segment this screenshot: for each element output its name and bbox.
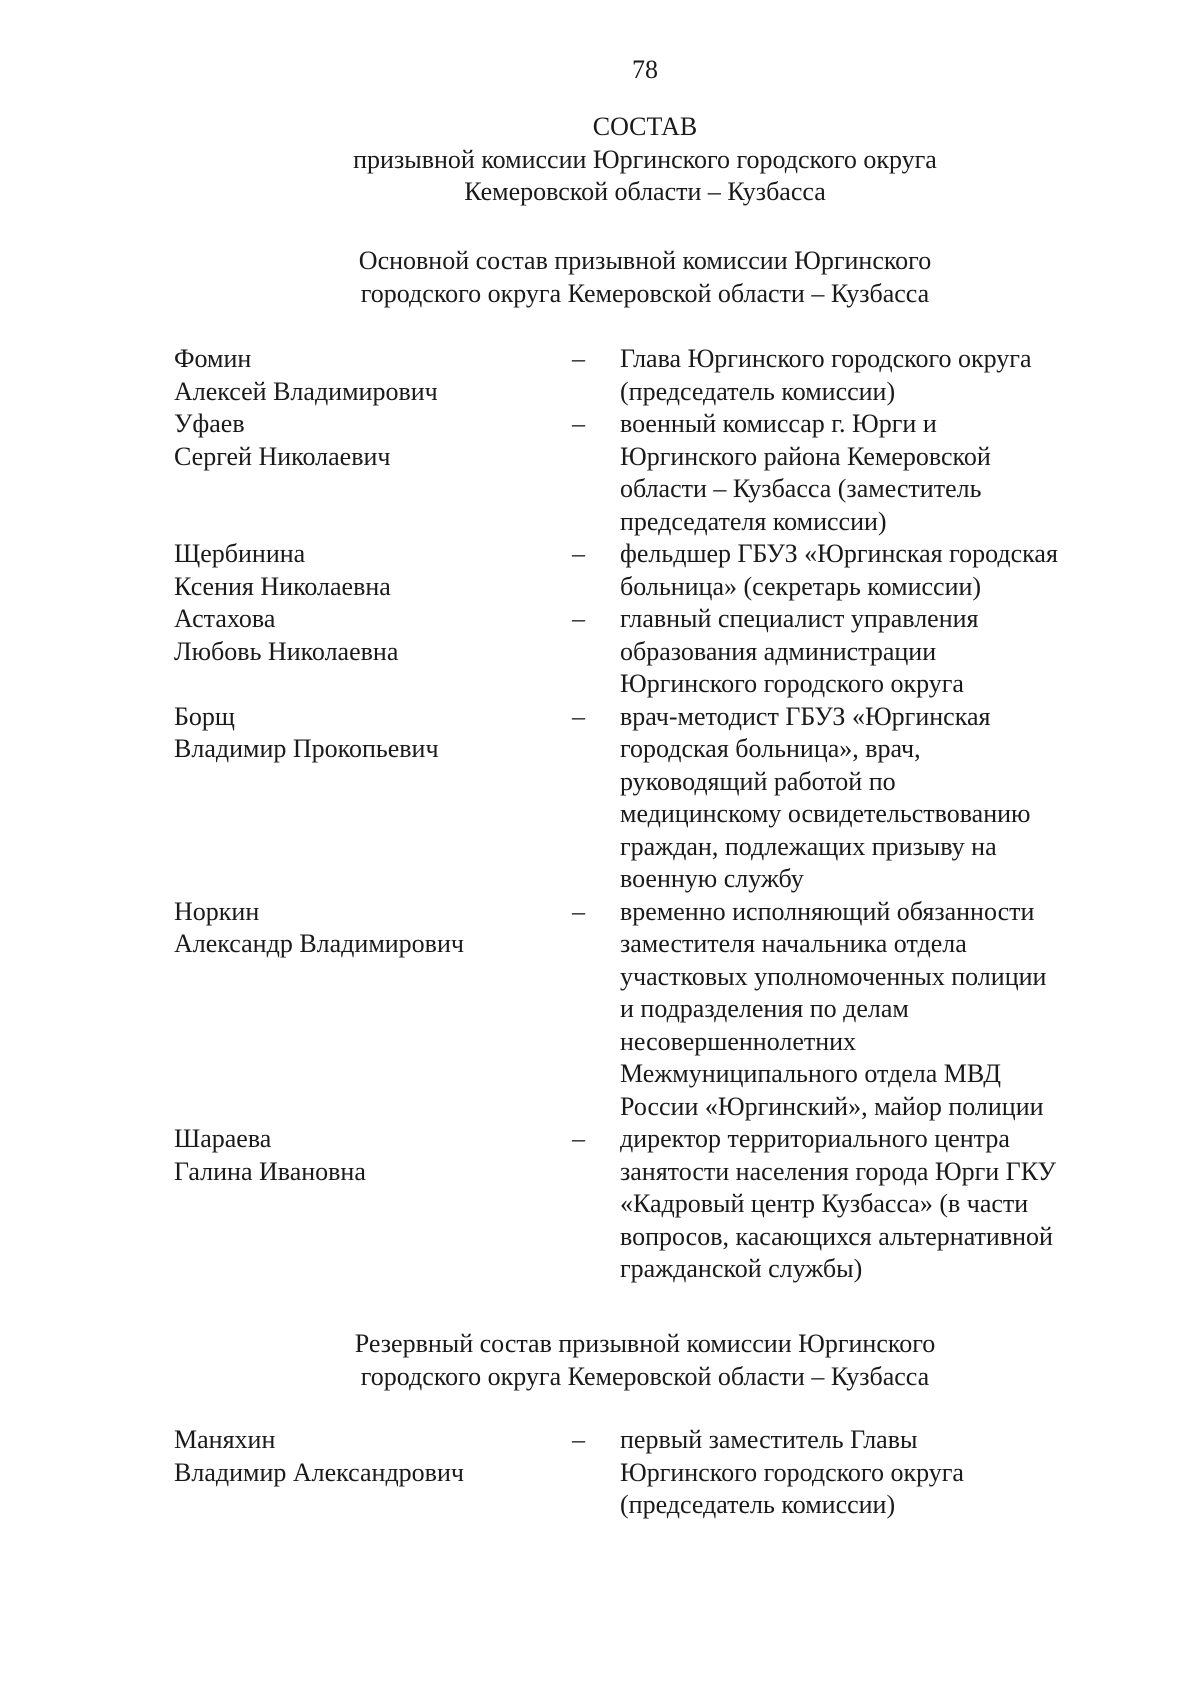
- member-role-line: «Кадровый центр Кузбасса» (в части: [620, 1189, 1029, 1218]
- dash-separator: –: [572, 604, 585, 633]
- member-role-line: первый заместитель Главы: [620, 1425, 918, 1454]
- member-role-line: образования администрации: [620, 636, 937, 666]
- title-line: призывной комиссии Юргинского городского округа: [353, 144, 937, 174]
- member-role: [620, 343, 1120, 408]
- member-role: [620, 1424, 1120, 1522]
- member-role-line: руководящий работой по: [620, 766, 896, 796]
- member-role-line: Юргинского городского округа: [620, 669, 964, 698]
- member-given-names: Ксения Николаевна: [174, 571, 391, 601]
- member-role-line: заместителя начальника отдела: [620, 929, 967, 958]
- member-name: [174, 538, 572, 603]
- main-members-list: [174, 343, 1184, 1286]
- member-role-line: России «Юргинский», майор полиции: [620, 1091, 1044, 1121]
- member-name: [174, 408, 572, 473]
- member-role-line: Глава Юргинского городского округа: [620, 344, 1032, 373]
- member-role: [620, 701, 1120, 896]
- document-title: [0, 111, 1200, 209]
- member-role-line: фельдшер ГБУЗ «Юргинская городская: [620, 539, 1058, 568]
- title-line: Кемеровской области – Кузбасса: [464, 177, 826, 206]
- main-section-heading: [0, 245, 1200, 310]
- member-role: [620, 1123, 1120, 1286]
- member-role-line: Юргинского района Кемеровской: [620, 441, 991, 471]
- section-heading-line: городского округа Кемеровской области – Кузбасса: [360, 278, 930, 308]
- member-role-line: главный специалист управления: [620, 604, 979, 633]
- member-role-line: директор территориального центра: [620, 1124, 1010, 1153]
- member-role-line: участковых уполномоченных полиции: [620, 961, 1047, 991]
- section-heading-line: городского округа Кемеровской области – Кузбасса: [360, 1361, 930, 1391]
- member-role-line: медицинскому освидетельствованию: [620, 799, 1031, 828]
- member-name: [174, 603, 572, 668]
- reserve-members-list: [174, 1424, 1184, 1522]
- member-role-line: больница» (секретарь комиссии): [620, 571, 982, 601]
- member-given-names: Галина Ивановна: [174, 1156, 366, 1186]
- reserve-section-heading: [0, 1328, 1200, 1393]
- member-row: [174, 603, 1184, 701]
- dash-separator: –: [572, 1124, 585, 1153]
- member-surname: Астахова: [174, 604, 276, 633]
- member-role-line: области – Кузбасса (заместитель: [620, 474, 982, 503]
- member-row: [174, 1424, 1184, 1522]
- member-surname: Маняхин: [174, 1425, 276, 1454]
- member-surname: Уфаев: [174, 409, 245, 438]
- dash-separator: –: [572, 344, 585, 373]
- member-surname: Щербинина: [174, 539, 306, 568]
- title-line: СОСТАВ: [592, 112, 698, 141]
- member-surname: Борщ: [174, 701, 235, 731]
- member-role: [620, 603, 1120, 701]
- dash-separator: –: [572, 896, 585, 926]
- member-role-line: Юргинского городского округа: [620, 1457, 964, 1487]
- section-heading-line: Основной состав призывной комиссии Юргинского: [358, 246, 932, 275]
- member-role-line: занятости населения города Юрги ГКУ: [620, 1156, 1056, 1186]
- member-role-line: Межмуниципального отдела МВД: [620, 1059, 1001, 1088]
- member-given-names: Александр Владимирович: [174, 929, 464, 958]
- member-role-line: и подразделения по делам: [620, 994, 909, 1023]
- member-role-line: граждан, подлежащих призыву на: [620, 831, 997, 861]
- member-row: [174, 896, 1184, 1124]
- member-role: [620, 896, 1120, 1124]
- member-surname: Шараева: [174, 1124, 272, 1153]
- member-role: [620, 538, 1120, 603]
- member-surname: Норкин: [174, 896, 260, 926]
- member-name: [174, 896, 572, 961]
- member-role-line: городская больница», врач,: [620, 734, 921, 763]
- member-role-line: временно исполняющий обязанности: [620, 896, 1035, 926]
- member-given-names: Владимир Прокопьевич: [174, 734, 439, 763]
- member-row: [174, 1123, 1184, 1286]
- member-given-names: Любовь Николаевна: [174, 636, 399, 666]
- member-role-line: врач-методист ГБУЗ «Юргинская: [620, 701, 991, 731]
- member-role-line: председателя комиссии): [620, 506, 887, 536]
- member-row: [174, 408, 1184, 538]
- member-name: [174, 1424, 572, 1489]
- member-row: [174, 343, 1184, 408]
- member-role-line: военный комиссар г. Юрги и: [620, 409, 937, 438]
- member-role-line: (председатель комиссии): [620, 376, 896, 406]
- member-role-line: военную службу: [620, 864, 804, 893]
- dash-separator: –: [572, 409, 585, 438]
- member-role-line: гражданской службы): [620, 1254, 863, 1283]
- member-row: [174, 538, 1184, 603]
- member-row: [174, 701, 1184, 896]
- member-role-line: несовершеннолетних: [620, 1026, 857, 1056]
- member-name: [174, 701, 572, 766]
- section-heading-line: Резервный состав призывной комиссии Юргинского: [354, 1329, 936, 1358]
- member-role-line: (председатель комиссии): [620, 1490, 896, 1519]
- member-given-names: Владимир Александрович: [174, 1457, 464, 1487]
- member-given-names: Алексей Владимирович: [174, 376, 438, 406]
- member-role: [620, 408, 1120, 538]
- member-given-names: Сергей Николаевич: [174, 441, 391, 471]
- page-number: 78: [632, 55, 658, 84]
- member-surname: Фомин: [174, 344, 252, 373]
- member-name: [174, 343, 572, 408]
- dash-separator: –: [572, 701, 585, 731]
- member-name: [174, 1123, 572, 1188]
- dash-separator: –: [572, 1425, 585, 1454]
- dash-separator: –: [572, 539, 585, 568]
- member-role-line: вопросов, касающихся альтернативной: [620, 1221, 1053, 1251]
